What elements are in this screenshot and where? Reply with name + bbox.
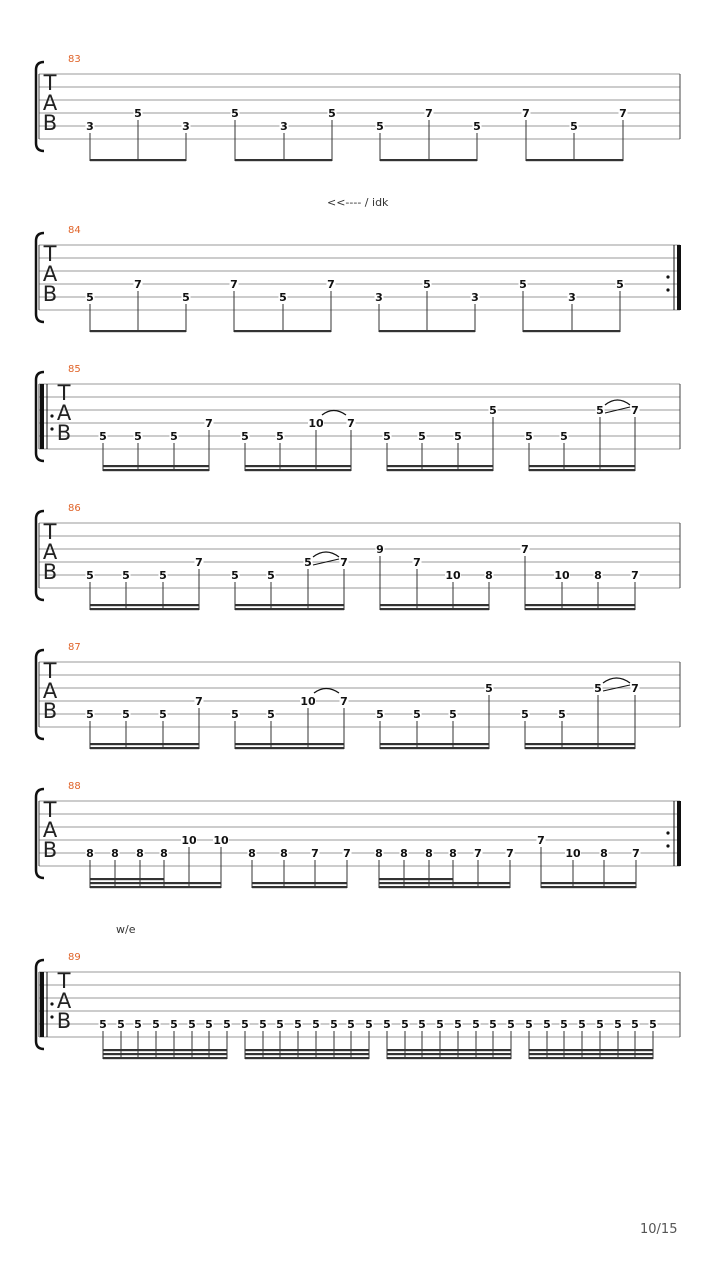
fret-number: 5 (231, 107, 239, 120)
beam (245, 1053, 369, 1055)
repeat-dot (50, 414, 53, 417)
fret-number: 5 (649, 1018, 657, 1031)
beam (103, 1057, 227, 1059)
fret-number: 5 (570, 120, 578, 133)
fret-number: 5 (578, 1018, 586, 1031)
tab-clef-letter: A (42, 262, 58, 286)
fret-number: 5 (614, 1018, 622, 1031)
beam (252, 882, 347, 884)
fret-number: 10 (554, 569, 570, 582)
fret-number: 8 (400, 847, 408, 860)
fret-number: 5 (525, 1018, 533, 1031)
beam (529, 469, 635, 471)
repeat-thick-bar (40, 972, 44, 1037)
fret-number: 5 (122, 708, 130, 721)
fret-number: 5 (449, 708, 457, 721)
fret-number: 5 (241, 430, 249, 443)
tab-clef-letter: A (42, 540, 58, 564)
fret-number: 10 (213, 834, 229, 847)
fret-number: 5 (122, 569, 130, 582)
beam (541, 882, 636, 884)
slur-arc (605, 400, 630, 405)
page-number: 10/15 (640, 1222, 678, 1237)
tab-clef-letter: B (42, 111, 58, 135)
beam (380, 743, 489, 745)
tab-clef-letter: T (43, 798, 57, 822)
beam (245, 1049, 369, 1051)
beam (90, 886, 221, 888)
repeat-dot (666, 288, 669, 291)
repeat-dot (666, 275, 669, 278)
beam (525, 608, 635, 610)
beam (245, 1057, 369, 1059)
fret-number: 5 (279, 291, 287, 304)
fret-number: 8 (600, 847, 608, 860)
repeat-thick-bar (40, 384, 44, 449)
fret-number: 3 (568, 291, 576, 304)
beam (379, 330, 475, 332)
fret-number: 5 (472, 1018, 480, 1031)
fret-number: 5 (436, 1018, 444, 1031)
tab-clef-letter: T (43, 520, 57, 544)
fret-number: 7 (205, 417, 213, 430)
fret-number: 5 (330, 1018, 338, 1031)
repeat-dot (50, 1015, 53, 1018)
fret-number: 5 (376, 120, 384, 133)
beam (529, 1053, 653, 1055)
beam (526, 159, 623, 161)
fret-number: 5 (543, 1018, 551, 1031)
beam (103, 1049, 227, 1051)
tab-clef-letter: B (42, 838, 58, 862)
beam (90, 330, 186, 332)
beam (529, 465, 635, 467)
fret-number: 5 (231, 708, 239, 721)
beam (245, 469, 351, 471)
fret-number: 5 (117, 1018, 125, 1031)
tab-clef-letter: T (43, 71, 57, 95)
fret-number: 5 (631, 1018, 639, 1031)
fret-number: 5 (519, 278, 527, 291)
beam (235, 159, 332, 161)
beam (380, 159, 477, 161)
fret-number: 5 (134, 430, 142, 443)
beam (379, 882, 510, 884)
fret-number: 10 (565, 847, 581, 860)
fret-number: 5 (347, 1018, 355, 1031)
beam (541, 886, 636, 888)
fret-number: 7 (327, 278, 335, 291)
repeat-dot (50, 1002, 53, 1005)
beam (90, 743, 199, 745)
beam (380, 747, 489, 749)
repeat-thick-bar (677, 801, 681, 866)
fret-number: 7 (521, 543, 529, 556)
fret-number: 7 (413, 556, 421, 569)
fret-number: 7 (474, 847, 482, 860)
fret-number: 7 (631, 404, 639, 417)
beam (379, 886, 510, 888)
tab-clef-letter: B (42, 560, 58, 584)
repeat-dot (666, 831, 669, 834)
tie-arc (314, 689, 339, 694)
beam (90, 604, 199, 606)
measure-number: 86 (68, 503, 81, 514)
tie-arc (322, 411, 346, 416)
fret-number: 7 (134, 278, 142, 291)
beam (380, 604, 489, 606)
tab-clef-letter: T (43, 242, 57, 266)
fret-number: 8 (280, 847, 288, 860)
measure-number: 85 (68, 364, 81, 375)
fret-number: 5 (525, 430, 533, 443)
fret-number: 5 (205, 1018, 213, 1031)
fret-number: 5 (594, 682, 602, 695)
fret-number: 5 (99, 1018, 107, 1031)
fret-number: 10 (308, 417, 324, 430)
fret-number: 5 (170, 430, 178, 443)
fret-number: 5 (413, 708, 421, 721)
measure-number: 89 (68, 952, 81, 963)
beam (387, 1057, 511, 1059)
fret-number: 5 (365, 1018, 373, 1031)
tab-clef-letter: B (56, 421, 72, 445)
measure-number: 88 (68, 781, 81, 792)
fret-number: 5 (152, 1018, 160, 1031)
fret-number: 5 (560, 1018, 568, 1031)
beam (103, 469, 209, 471)
fret-number: 7 (425, 107, 433, 120)
tab-clef-letter: B (42, 699, 58, 723)
beam (235, 747, 344, 749)
fret-number: 5 (489, 1018, 497, 1031)
fret-number: 5 (485, 682, 493, 695)
fret-number: 7 (311, 847, 319, 860)
fret-number: 5 (383, 430, 391, 443)
fret-number: 7 (631, 569, 639, 582)
beam (103, 1053, 227, 1055)
fret-number: 8 (86, 847, 94, 860)
fret-number: 8 (449, 847, 457, 860)
fret-number: 5 (86, 291, 94, 304)
beam (380, 608, 489, 610)
fret-number: 5 (454, 430, 462, 443)
fret-number: 5 (473, 120, 481, 133)
fret-number: 8 (248, 847, 256, 860)
fret-number: 5 (507, 1018, 515, 1031)
measure-number: 84 (68, 225, 81, 236)
fret-number: 7 (537, 834, 545, 847)
fret-number: 7 (522, 107, 530, 120)
annotation-idk: <<---- / idk (327, 196, 389, 209)
fret-number: 5 (454, 1018, 462, 1031)
fret-number: 8 (136, 847, 144, 860)
fret-number: 5 (159, 569, 167, 582)
repeat-dot (666, 844, 669, 847)
fret-number: 5 (401, 1018, 409, 1031)
beam (90, 878, 164, 880)
beam (90, 747, 199, 749)
beam (525, 747, 635, 749)
fret-number: 8 (594, 569, 602, 582)
tab-clef-letter: A (56, 401, 72, 425)
fret-number: 5 (134, 1018, 142, 1031)
beam (90, 608, 199, 610)
fret-number: 5 (616, 278, 624, 291)
beam (90, 882, 221, 884)
beam (235, 608, 344, 610)
fret-number: 5 (558, 708, 566, 721)
beam (529, 1049, 653, 1051)
slur-arc (313, 552, 339, 557)
measure-number: 87 (68, 642, 81, 653)
fret-number: 7 (195, 695, 203, 708)
beam (387, 469, 493, 471)
fret-number: 7 (230, 278, 238, 291)
fret-number: 5 (188, 1018, 196, 1031)
fret-number: 8 (425, 847, 433, 860)
tab-clef-letter: B (56, 1009, 72, 1033)
repeat-thick-bar (677, 245, 681, 310)
tab-clef-letter: A (42, 679, 58, 703)
beam (387, 1053, 511, 1055)
beam (523, 330, 620, 332)
fret-number: 5 (383, 1018, 391, 1031)
beam (525, 604, 635, 606)
beam (525, 743, 635, 745)
fret-number: 5 (99, 430, 107, 443)
tab-clef-letter: A (42, 91, 58, 115)
fret-number: 7 (631, 682, 639, 695)
tab-clef-letter: A (42, 818, 58, 842)
beam (387, 1049, 511, 1051)
beam (234, 330, 331, 332)
fret-number: 5 (134, 107, 142, 120)
fret-number: 5 (86, 569, 94, 582)
fret-number: 5 (294, 1018, 302, 1031)
fret-number: 5 (267, 708, 275, 721)
fret-number: 5 (423, 278, 431, 291)
fret-number: 5 (376, 708, 384, 721)
fret-number: 7 (506, 847, 514, 860)
fret-number: 7 (632, 847, 640, 860)
fret-number: 5 (159, 708, 167, 721)
slur-arc (603, 678, 630, 683)
fret-number: 3 (471, 291, 479, 304)
tab-clef-letter: B (42, 282, 58, 306)
fret-number: 5 (276, 1018, 284, 1031)
fret-number: 5 (596, 404, 604, 417)
fret-number: 5 (170, 1018, 178, 1031)
fret-number: 5 (276, 430, 284, 443)
fret-number: 5 (560, 430, 568, 443)
fret-number: 7 (340, 695, 348, 708)
fret-number: 7 (195, 556, 203, 569)
tab-clef-letter: T (57, 969, 71, 993)
fret-number: 3 (280, 120, 288, 133)
repeat-dot (50, 427, 53, 430)
fret-number: 3 (86, 120, 94, 133)
beam (252, 886, 347, 888)
fret-number: 8 (160, 847, 168, 860)
beam (387, 465, 493, 467)
fret-number: 5 (241, 1018, 249, 1031)
fret-number: 5 (596, 1018, 604, 1031)
fret-number: 5 (182, 291, 190, 304)
beam (529, 1057, 653, 1059)
fret-number: 5 (489, 404, 497, 417)
fret-number: 8 (485, 569, 493, 582)
fret-number: 5 (267, 569, 275, 582)
fret-number: 10 (445, 569, 461, 582)
fret-number: 10 (300, 695, 316, 708)
beam (90, 159, 186, 161)
tab-clef-letter: T (43, 659, 57, 683)
beam (245, 465, 351, 467)
fret-number: 7 (343, 847, 351, 860)
fret-number: 9 (376, 543, 384, 556)
fret-number: 3 (375, 291, 383, 304)
beam (103, 465, 209, 467)
fret-number: 10 (181, 834, 197, 847)
beam (235, 743, 344, 745)
fret-number: 7 (619, 107, 627, 120)
fret-number: 5 (223, 1018, 231, 1031)
tab-clef-letter: A (56, 989, 72, 1013)
fret-number: 5 (86, 708, 94, 721)
fret-number: 7 (340, 556, 348, 569)
fret-number: 5 (418, 430, 426, 443)
measure-number: 83 (68, 54, 81, 65)
fret-number: 5 (304, 556, 312, 569)
fret-number: 5 (521, 708, 529, 721)
fret-number: 5 (259, 1018, 267, 1031)
fret-number: 5 (231, 569, 239, 582)
beam (379, 878, 453, 880)
fret-number: 5 (312, 1018, 320, 1031)
fret-number: 5 (328, 107, 336, 120)
beam (235, 604, 344, 606)
fret-number: 5 (418, 1018, 426, 1031)
fret-number: 3 (182, 120, 190, 133)
fret-number: 8 (111, 847, 119, 860)
fret-number: 8 (375, 847, 383, 860)
annotation-we: w/e (116, 923, 136, 936)
fret-number: 7 (347, 417, 355, 430)
tab-clef-letter: T (57, 381, 71, 405)
